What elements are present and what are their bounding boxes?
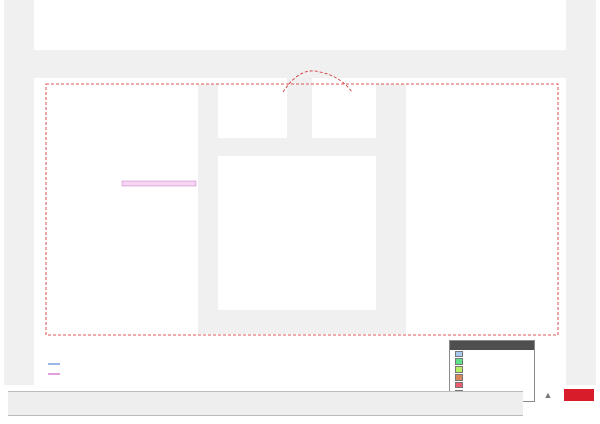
notes <box>48 351 64 380</box>
legend-swatch <box>455 366 463 373</box>
north-arrow-icon: ▲ <box>543 390 553 400</box>
title-bar <box>8 391 523 416</box>
legend-title <box>450 341 534 350</box>
north-indicator <box>537 391 559 414</box>
electrical-line-icon <box>48 372 64 378</box>
legend-item-under-contract <box>450 366 534 374</box>
legend-swatch <box>455 351 463 358</box>
note-lot-number <box>48 351 64 361</box>
darius-glade-north-strip <box>218 138 376 156</box>
legend-item-settled <box>450 381 534 389</box>
legend-item-unconditional <box>450 373 534 381</box>
drainage-line-icon <box>48 362 64 368</box>
legend-swatch <box>455 358 463 365</box>
note-electrical <box>48 370 64 380</box>
conrad-road-strip <box>4 0 34 385</box>
darius-glade-west-strip <box>198 84 218 314</box>
elmstree-street-strip <box>566 0 596 385</box>
brand-logo <box>562 389 596 416</box>
note-drainage <box>48 361 64 371</box>
substation-easement <box>122 181 196 186</box>
legend-swatch <box>455 374 463 381</box>
darius-glade-south-strip <box>198 310 376 334</box>
courthouse-street-strip <box>376 84 406 334</box>
brand-name <box>564 389 594 401</box>
legend-swatch <box>455 382 463 389</box>
valour-place-stem <box>287 66 312 138</box>
legend-item-contract-issued <box>450 358 534 366</box>
legend-item-hold <box>450 350 534 358</box>
